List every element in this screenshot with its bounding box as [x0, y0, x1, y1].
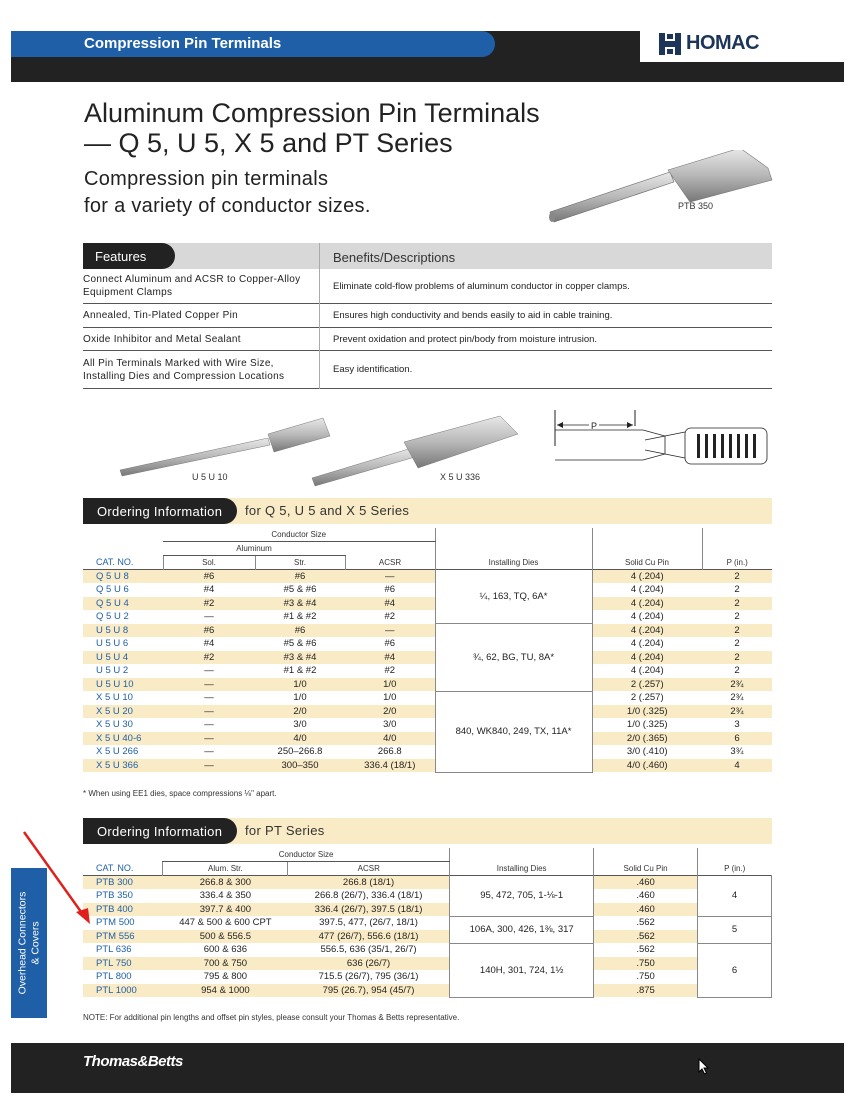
cat-no-cell: Q 5 U 8 [83, 570, 163, 584]
table-cell: 4 (.204) [592, 624, 702, 638]
x5u336-product-image [308, 412, 523, 487]
table-cell: — [204, 719, 214, 731]
table-cell: 4 (.204) [592, 651, 702, 665]
table-cell: #4 [203, 584, 215, 596]
solid-cu-pin-header: Solid Cu Pin [594, 862, 698, 876]
benefit-text: Prevent oxidation and protect pin/body from moisture intrusion. [333, 333, 598, 345]
table-cell: — [204, 746, 214, 758]
solid-cu-pin-header: Solid Cu Pin [592, 556, 702, 570]
table-row [83, 583, 772, 597]
table-cell: #1 & #2 [283, 665, 317, 677]
cat-no-header: CAT. NO. [96, 862, 134, 873]
table-cell: — [163, 732, 255, 746]
ptb350-product-image [540, 150, 790, 230]
caption-main-photo: PTB 350 [678, 201, 714, 211]
ordering-subtitle-1: for Q 5, U 5 and X 5 Series [245, 503, 410, 518]
table-cell: 954 & 1000 [163, 984, 288, 998]
table-cell: 4/0 (.460) [592, 759, 702, 773]
table-cell: 500 & 556.5 [163, 930, 288, 944]
conductor-size-header: Conductor Size [163, 528, 435, 542]
caption-u5u10: U 5 U 10 [192, 472, 228, 482]
table-cell: #2 [163, 651, 255, 665]
brand-logo-text: HOMAC [686, 32, 760, 54]
table-cell: #2 [384, 611, 396, 623]
table-cell: 1/0 [255, 678, 345, 692]
table-cell: 4 (.204) [592, 597, 702, 611]
table-row [83, 903, 772, 917]
ordering-table-pt [83, 848, 772, 998]
table-row [83, 984, 772, 998]
table-cell: 1/0 [383, 692, 397, 704]
table-row [83, 691, 772, 705]
cat-no-cell: U 5 U 6 [96, 638, 129, 650]
installing-dies-cell: 140H, 301, 724, 1½ [450, 943, 594, 997]
table-cell: 795 & 800 [203, 971, 248, 983]
table-row [83, 610, 772, 624]
table-cell: 2¾ [702, 678, 772, 692]
table-cell: #4 [203, 638, 215, 650]
table-cell: 1/0 [293, 692, 307, 704]
table-cell: 397.7 & 400 [163, 903, 288, 917]
table-cell: 266.8 (18/1) [288, 876, 450, 890]
installing-dies-cell: ¼, 163, TQ, 6A* [435, 570, 592, 624]
table-cell: .460 [636, 890, 655, 902]
cat-no-cell: X 5 U 366 [83, 759, 163, 773]
header-section-title: Compression Pin Terminals [84, 35, 282, 52]
installing-dies-cell: 106A, 300, 426, 1⅜, 317 [450, 916, 594, 943]
table-row [83, 651, 772, 665]
table-cell: 4/0 [255, 732, 345, 746]
table-cell: 2¾ [702, 705, 772, 719]
table-cell: 4 (.204) [630, 638, 664, 650]
table-cell: 266.8 (26/7), 336.4 (18/1) [314, 890, 423, 902]
table-cell: #5 & #6 [283, 584, 317, 596]
benefit-text: Easy identification. [333, 364, 413, 375]
features-heading: Features [95, 249, 147, 264]
homac-logo-icon [658, 32, 682, 56]
features-column-divider [319, 243, 320, 389]
table-cell: 300–350 [255, 759, 345, 773]
table-row [83, 876, 772, 890]
table-cell: #2 [163, 597, 255, 611]
cat-no-cell: U 5 U 2 [96, 665, 129, 677]
p-in-header: P (in.) [702, 556, 772, 570]
cat-no-cell: Q 5 U 6 [96, 584, 129, 596]
cat-no-cell: X 5 U 266 [96, 746, 139, 758]
cat-no-cell: X 5 U 20 [83, 705, 163, 719]
feature-text: Oxide Inhibitor and Metal Sealant [83, 333, 241, 345]
table-cell: 2 [702, 651, 772, 665]
alum-str-header: Alum. Str. [163, 862, 288, 876]
table-cell: 1/0 [345, 678, 435, 692]
table-row [83, 678, 772, 692]
table-cell: #6 [384, 638, 396, 650]
table-cell: .750 [636, 971, 655, 983]
table-cell: 3 [734, 719, 740, 731]
table-cell: #2 [384, 665, 396, 677]
table-cell: 700 & 750 [163, 957, 288, 971]
table-cell: 2/0 [255, 705, 345, 719]
dimension-label: P [590, 421, 598, 431]
p-value-cell: 4 [698, 876, 772, 917]
table-cell: #3 & #4 [255, 597, 345, 611]
p-value-cell: 6 [698, 943, 772, 997]
table-cell: 4/0 [345, 732, 435, 746]
cat-no-cell: PTL 800 [96, 971, 132, 983]
table-row [83, 705, 772, 719]
ordering-note-2: NOTE: For additional pin lengths and offset pin styles, please consult your Thomas & Betts representative. [83, 1013, 460, 1022]
table-cell: 2 [734, 665, 740, 677]
table-cell: — [204, 692, 214, 704]
feature-text: All Pin Terminals Marked with Wire Size, Installing Dies and Compression Locations [83, 357, 285, 382]
table-cell: 2 [702, 570, 772, 584]
table-cell: 3/0 (.410) [626, 746, 668, 758]
aluminum-header: Aluminum [163, 542, 345, 556]
table-cell: .562 [636, 944, 655, 956]
cat-no-cell: X 5 U 10 [96, 692, 133, 704]
table-cell: 2/0 [345, 705, 435, 719]
table-row [83, 732, 772, 746]
table-row [83, 930, 772, 944]
ordering-note-1: * When using EE1 dies, space compressions ⅛" apart. [83, 789, 277, 798]
cat-no-cell: X 5 U 40-6 [83, 732, 163, 746]
table-cell: 2 (.257) [630, 692, 664, 704]
table-cell: 1/0 (.325) [592, 705, 702, 719]
cat-no-cell: X 5 U 30 [96, 719, 133, 731]
table-cell: 2 [702, 624, 772, 638]
table-cell: 266.8 [377, 746, 402, 758]
table-cell: .875 [594, 984, 698, 998]
ordering-info-band-2 [83, 818, 772, 844]
cat-no-cell: PTB 400 [83, 903, 163, 917]
table-cell: #4 [345, 651, 435, 665]
table-cell: 2/0 (.365) [592, 732, 702, 746]
table-cell: — [345, 570, 435, 584]
cat-no-header: CAT. NO. [96, 556, 134, 567]
table-cell: 397.5, 477, (26/7, 18/1) [319, 917, 418, 929]
table-cell: #6 [163, 570, 255, 584]
benefit-text: Ensures high conductivity and bends easily to aid in cable training. [333, 310, 613, 321]
table-cell: 3/0 [383, 719, 397, 731]
feature-row [83, 328, 772, 351]
table-row [83, 718, 772, 732]
table-cell: #6 [255, 570, 345, 584]
table-cell: .460 [594, 876, 698, 890]
table-cell: #3 & #4 [255, 651, 345, 665]
benefit-text: Eliminate cold-flow problems of aluminum conductor in copper clamps. [333, 280, 630, 292]
table-cell: — [163, 678, 255, 692]
table-row [83, 624, 772, 638]
u5u10-product-image [118, 408, 338, 478]
cat-no-cell: Q 5 U 2 [96, 611, 129, 623]
cat-no-cell: PTL 1000 [83, 984, 163, 998]
table-row [83, 759, 772, 773]
installing-dies-cell: 95, 472, 705, 1-⅛-1 [450, 876, 594, 917]
table-cell: 266.8 & 300 [163, 876, 288, 890]
installing-dies-cell: ¾, 62, BG, TU, 8A* [435, 624, 592, 692]
cat-no-cell: PTM 556 [83, 930, 163, 944]
table-cell: 336.4 (18/1) [345, 759, 435, 773]
footer-brand-logo: Thomas&Betts [83, 1053, 183, 1070]
table-row [83, 637, 772, 651]
table-cell: 715.5 (26/7), 795 (36/1) [318, 971, 419, 983]
acsr-header: ACSR [345, 556, 435, 570]
cat-no-cell: PTM 500 [96, 917, 135, 929]
caption-x5u336: X 5 U 336 [440, 472, 481, 482]
table-cell: 4 (.204) [630, 665, 664, 677]
p-in-header: P (in.) [698, 862, 772, 876]
table-cell: 4 (.204) [592, 570, 702, 584]
annotation-arrow-icon [18, 828, 98, 926]
table-row [83, 889, 772, 903]
mouse-cursor-icon [698, 1058, 710, 1076]
table-row [83, 745, 772, 759]
side-section-label: Overhead Connectors & Covers [16, 891, 42, 995]
table-cell: 447 & 500 & 600 CPT [179, 917, 272, 929]
table-cell: 336.4 & 350 [199, 890, 252, 902]
table-row [83, 597, 772, 611]
table-cell: 2 [734, 611, 740, 623]
cat-no-cell: PTB 350 [96, 890, 133, 902]
table-cell: 2 (.257) [592, 678, 702, 692]
table-cell: 6 [702, 732, 772, 746]
table-cell: #6 [384, 584, 396, 596]
cat-no-cell: PTB 300 [83, 876, 163, 890]
feature-row [83, 269, 772, 304]
table-cell: 556.5, 636 (35/1, 26/7) [320, 944, 417, 956]
table-cell: 2 [734, 638, 740, 650]
table-row [83, 957, 772, 971]
installing-dies-cell: 840, WK840, 249, TX, 11A* [435, 691, 592, 772]
table-cell: .460 [594, 903, 698, 917]
table-cell: #6 [163, 624, 255, 638]
table-row [83, 916, 772, 930]
p-value-cell: 5 [698, 916, 772, 943]
installing-dies-header: Installing Dies [435, 556, 592, 570]
table-cell: 4 (.204) [630, 584, 664, 596]
table-cell: #1 & #2 [283, 611, 317, 623]
table-cell: #5 & #6 [283, 638, 317, 650]
ordering-subtitle-2: for PT Series [245, 823, 325, 838]
table-cell: 2 [734, 584, 740, 596]
table-cell: — [204, 665, 214, 677]
table-cell: — [204, 611, 214, 623]
ordering-table-qux [83, 528, 772, 773]
ordering-tab-label-1: Ordering Information [97, 504, 223, 519]
feature-row [83, 304, 772, 328]
cat-no-cell: PTL 750 [83, 957, 163, 971]
table-cell: 795 (26.7), 954 (45/7) [288, 984, 450, 998]
table-cell: 4 (.204) [630, 611, 664, 623]
table-cell: — [163, 759, 255, 773]
cat-no-cell: U 5 U 10 [83, 678, 163, 692]
cat-no-cell: U 5 U 8 [83, 624, 163, 638]
features-table [83, 243, 772, 389]
table-cell: 2¾ [730, 692, 744, 704]
features-header [83, 243, 772, 269]
table-cell: 4 [702, 759, 772, 773]
table-row [83, 943, 772, 957]
ordering-tab-label-2: Ordering Information [97, 824, 223, 839]
table-cell: .562 [594, 930, 698, 944]
table-row [83, 570, 772, 584]
table-cell: 1/0 (.325) [626, 719, 668, 731]
table-cell: 2 [702, 597, 772, 611]
str-header: Str. [255, 556, 345, 570]
benefits-heading: Benefits/Descriptions [333, 250, 456, 265]
table-cell: — [163, 705, 255, 719]
table-cell: 336.4 (26/7), 397.5 (18/1) [288, 903, 450, 917]
ordering-info-band-1 [83, 498, 772, 524]
cat-no-cell: U 5 U 4 [83, 651, 163, 665]
table-cell: 600 & 636 [203, 944, 248, 956]
table-row [83, 970, 772, 984]
cat-no-cell: Q 5 U 4 [83, 597, 163, 611]
table-cell: — [345, 624, 435, 638]
table-cell: 3¾ [730, 746, 744, 758]
dimension-diagram [547, 410, 772, 470]
table-cell: .750 [594, 957, 698, 971]
feature-text: Connect Aluminum and ACSR to Copper-Alloy Equipment Clamps [83, 274, 301, 298]
feature-row [83, 351, 772, 389]
table-cell: .562 [636, 917, 655, 929]
table-cell: 636 (26/7) [288, 957, 450, 971]
table-cell: 250–266.8 [277, 746, 323, 758]
table-cell: #4 [345, 597, 435, 611]
page-subtitle: Compression pin terminals for a variety of conductor sizes. [84, 168, 371, 217]
acsr-header: ACSR [288, 862, 450, 876]
sol-header: Sol. [163, 556, 255, 570]
table-cell: 477 (26/7), 556.6 (18/1) [288, 930, 450, 944]
table-cell: #6 [255, 624, 345, 638]
page-title: Aluminum Compression Pin Terminals — Q 5, U 5, X 5 and PT Series [84, 98, 540, 158]
cat-no-cell: PTL 636 [96, 944, 132, 956]
conductor-size-header: Conductor Size [163, 848, 450, 862]
table-cell: 3/0 [293, 719, 307, 731]
table-row [83, 664, 772, 678]
installing-dies-header: Installing Dies [450, 862, 594, 876]
feature-text: Annealed, Tin-Plated Copper Pin [83, 310, 238, 321]
